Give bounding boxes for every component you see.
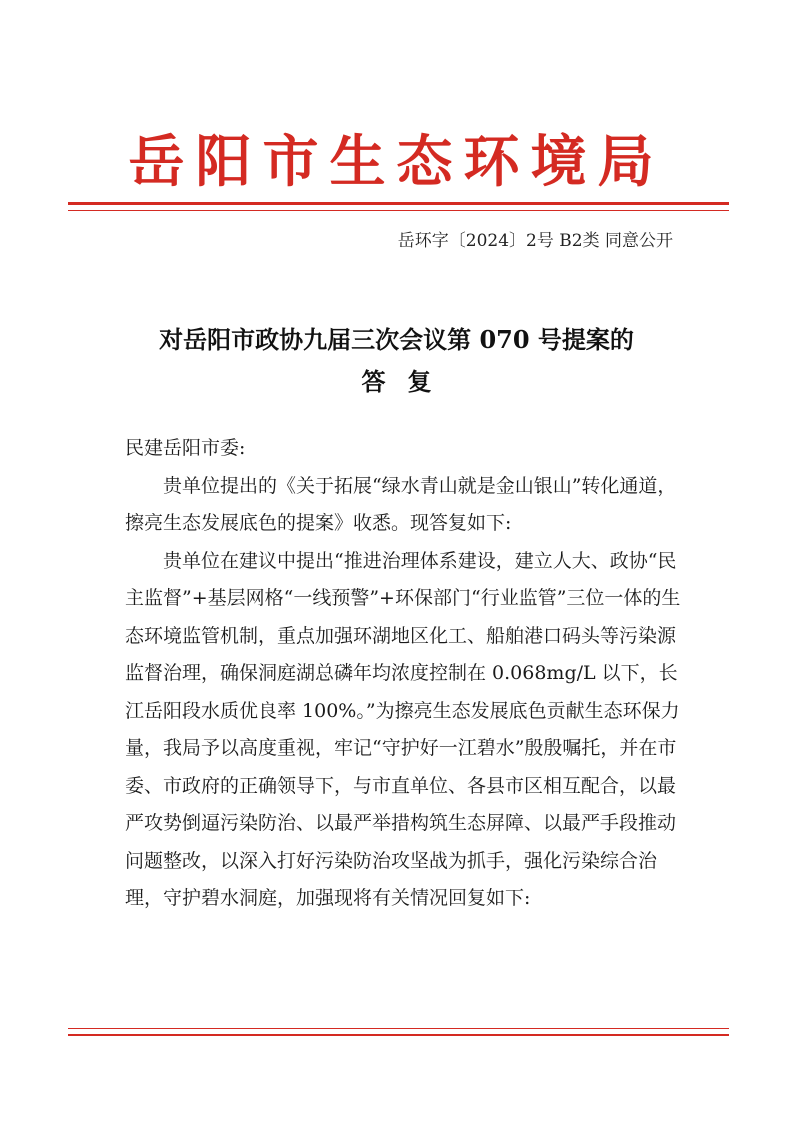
document-body (125, 430, 685, 918)
agency-name-header: 岳阳市生态环境局 (128, 130, 665, 195)
header-rule-thin (68, 210, 729, 211)
body-paragraph-1: 贵单位提出的《关于拓展“绿水青山就是金山银山”转化通道，擦亮生态发展底色的提案》收悉。现答复如下: (125, 474, 677, 534)
salutation: 民建岳阳市委: (125, 437, 246, 459)
body-paragraph-2: 贵单位在建议中提出“推进治理体系建设，建立人大、政协“民主监督”+基层网格“一线预警”+环保部门“行业监管”三位一体的生态环境监管机制，重点加强环湖地区化工、船舶港口码头等污染源监督治理，确保洞庭湖总磷年均浓度控制在 0.068mg/L 以下，长江岳阳段水质优良率 100%。”为擦亮生态发展底色贡献生态环保力量，我局予以高度重视，牢记“守护好一江碧水”殷殷嘱托，并在市委、市政府的正确领导下，与市直单位、各县市区相互配合，以最严攻势倒逼污染防治、以最严举措构筑生态屏障、以最严手段推动问题整改，以深入打好污染防治攻坚战为抓手，强化污染综合治理，守护碧水洞庭，加强现将有关情况回复如下: (125, 549, 681, 909)
header-rule-thick (68, 202, 729, 205)
document-number: 岳环字〔2024〕2号 B2类 同意公开 (397, 231, 673, 251)
document-title-line2: 答复 (361, 367, 454, 396)
document-title-line1: 对岳阳市政协九届三次会议第 070 号提案的 (159, 325, 634, 354)
footer-rule-thin (68, 1028, 729, 1029)
footer-rule-thick (68, 1034, 729, 1036)
